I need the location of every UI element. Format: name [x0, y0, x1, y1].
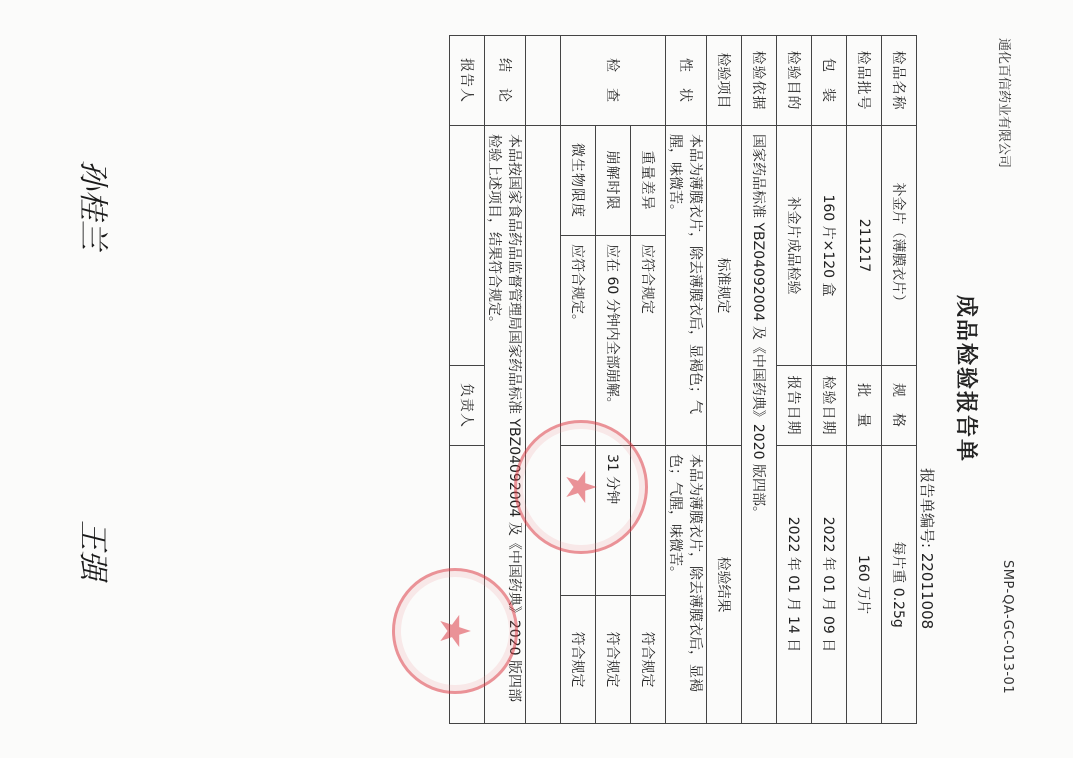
table-header — [707, 36, 742, 724]
disintegration-verdict: 符合规定 — [596, 596, 631, 724]
col-item-header: 检验项目 — [707, 36, 742, 126]
row-pack — [812, 36, 847, 724]
weight-standard: 应符合规定 — [631, 236, 666, 446]
row-weight — [631, 36, 666, 724]
date-value: 2022 年 01 月 09 日 — [812, 446, 847, 724]
date-label: 检验日期 — [812, 366, 847, 446]
responsible-label: 负责人 — [450, 366, 485, 446]
report-date-label: 报告日期 — [777, 366, 812, 446]
document-code: SMP-QA-GC-013-01 — [1000, 560, 1015, 695]
row-basis — [742, 36, 777, 724]
pack-value: 160 片×120 盒 — [812, 126, 847, 366]
conclusion-label: 结 论 — [485, 36, 526, 126]
character-standard: 本品为薄膜衣片，除去薄膜衣后，显褐色；气腥，味微苦。 — [666, 126, 707, 446]
col-result-header: 检验结果 — [707, 446, 742, 724]
microbial-standard: 应符合规定。 — [561, 236, 596, 446]
reporter-sign-cell — [450, 126, 485, 366]
reporter-label: 报告人 — [450, 36, 485, 126]
batch-value: 211217 — [847, 126, 882, 366]
row-microbial — [561, 36, 596, 724]
name-label: 检品名称 — [882, 36, 917, 126]
col-standard-header: 标准规定 — [707, 126, 742, 446]
company-name: 通化百信药业有限公司 — [996, 38, 1011, 169]
quality-stamp-seal — [514, 420, 648, 554]
row-disintegration — [596, 36, 631, 724]
conclusion-text: 本品按国家食品药品监督管理局国家药品标准 YBZ04092004 及《中国药典》2020 版四部检验上述项目，结果符合规定。 — [485, 126, 526, 724]
report-table — [449, 35, 917, 724]
microbial-label: 微生物限度 — [561, 126, 596, 236]
reporter-signature: 孙桂兰 — [75, 160, 110, 250]
responsible-signature: 王强 — [75, 520, 110, 580]
disintegration-standard: 应在 60 分钟内全部崩解。 — [596, 236, 631, 446]
report-title: 成品检验报告单 — [953, 294, 978, 463]
stamp-star-icon: ★ — [430, 612, 480, 650]
qty-value: 160 万片 — [847, 446, 882, 724]
name-value: 补金片（薄膜衣片） — [882, 126, 917, 366]
row-character — [666, 36, 707, 724]
report-number-value: 22011008 — [918, 552, 936, 630]
check-label: 检 查 — [561, 36, 666, 126]
microbial-result: 符合规定 — [561, 596, 596, 724]
report-date-value: 2022 年 01 月 14 日 — [777, 446, 812, 724]
report-number-label: 报告单编号: — [918, 468, 936, 549]
batch-label: 检品批号 — [847, 36, 882, 126]
purpose-label: 检验目的 — [777, 36, 812, 126]
row-blank — [526, 36, 561, 724]
basis-label: 检验依据 — [742, 36, 777, 126]
company-stamp-seal — [392, 568, 518, 694]
stamp-star-icon: ★ — [556, 468, 606, 506]
disintegration-result: 31 分钟 — [596, 446, 631, 596]
row-batch — [847, 36, 882, 724]
spec-label: 规 格 — [882, 366, 917, 446]
disintegration-label: 崩解时限 — [596, 126, 631, 236]
character-label: 性 状 — [666, 36, 707, 126]
pack-label: 包 装 — [812, 36, 847, 126]
weight-result: 符合规定 — [631, 596, 666, 724]
basis-value: 国家药品标准 YBZ04092004 及《中国药典》2020 版四部。 — [742, 126, 777, 724]
row-purpose — [777, 36, 812, 724]
weight-label: 重量差异 — [631, 126, 666, 236]
purpose-value: 补金片成品检验 — [777, 126, 812, 366]
row-name — [882, 36, 917, 724]
character-result: 本品为薄膜衣片，除去薄膜衣后，显褐色；气腥，味微苦。 — [666, 446, 707, 724]
qty-label: 批 量 — [847, 366, 882, 446]
report-number — [917, 468, 938, 629]
spec-value: 每片重 0.25g — [882, 446, 917, 724]
